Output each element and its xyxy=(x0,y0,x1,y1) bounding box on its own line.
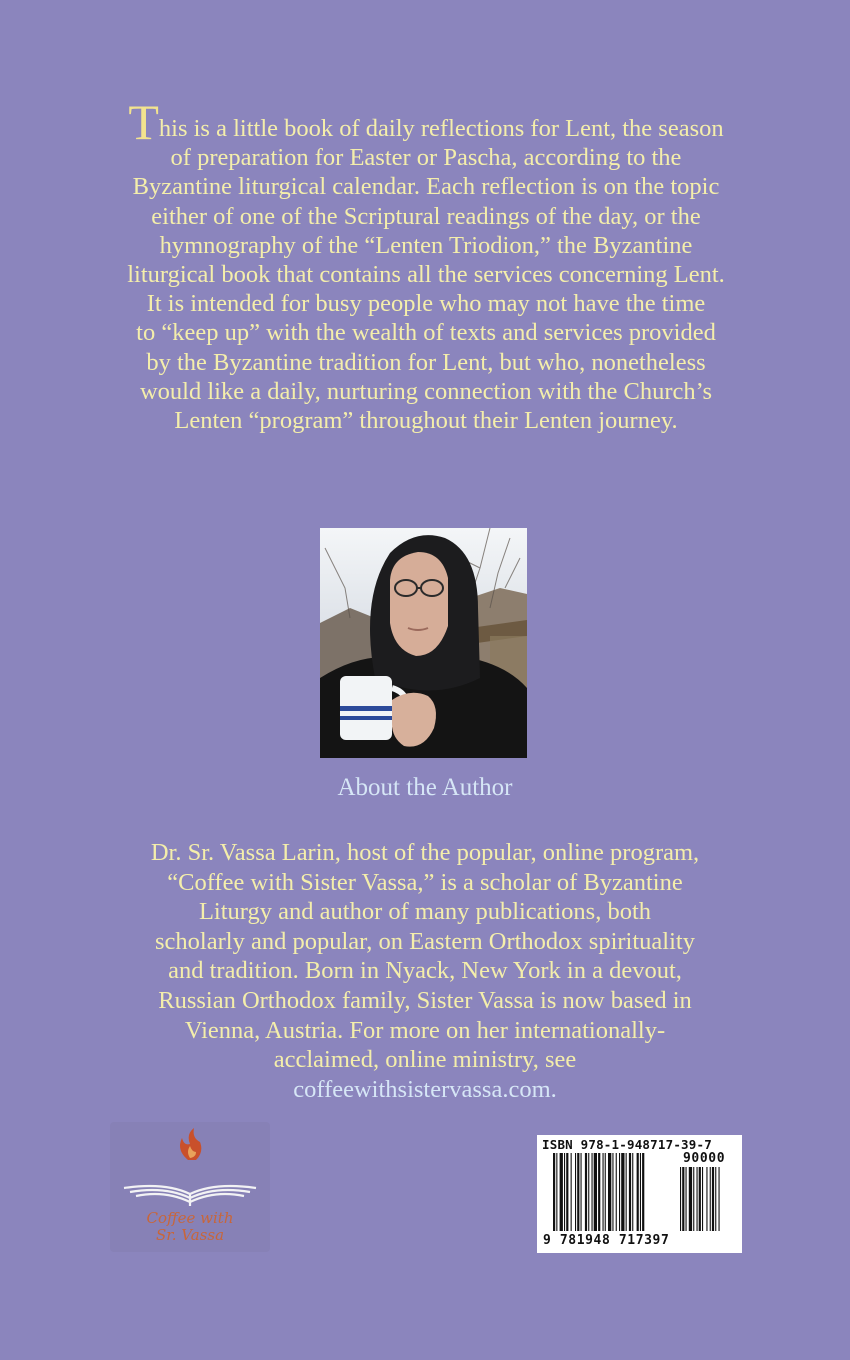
blurb-line: Byzantine liturgical calendar. Each reflection is on the topic xyxy=(132,173,720,201)
logo-text-line2: Sr. Vassa xyxy=(155,1226,225,1244)
blurb-line: This is a little book of daily reflections for Lent, the season xyxy=(128,94,724,150)
blurb-line: of preparation for Easter or Pascha, according to the xyxy=(170,144,682,172)
blurb-line: to “keep up” with the wealth of texts and services provided xyxy=(136,319,716,347)
publisher-logo xyxy=(110,1122,270,1252)
isbn-label: ISBN 978-1-948717-39-7 xyxy=(542,1137,712,1152)
author-portrait-illustration xyxy=(320,528,527,758)
about-author-heading: About the Author xyxy=(337,774,513,801)
bio-line: and tradition. Born in Nyack, New York in a devout, xyxy=(168,957,682,985)
bio-line: acclaimed, online ministry, see xyxy=(273,1046,577,1074)
bio-line: Russian Orthodox family, Sister Vassa is now based in xyxy=(158,986,692,1014)
bio-line: Vienna, Austria. For more on her internationally- xyxy=(184,1016,666,1044)
blurb-line: liturgical book that contains all the services concerning Lent. xyxy=(127,261,725,289)
blurb-line: hymnography of the “Lenten Triodion,” the Byzantine xyxy=(159,231,693,259)
book-description xyxy=(70,94,782,435)
blurb-line: would like a daily, nurturing connection with the Church’s xyxy=(139,377,712,405)
logo-text-line1: Coffee with xyxy=(146,1209,234,1227)
drop-cap: T xyxy=(128,94,159,150)
blurb-line: by the Byzantine tradition for Lent, but who, nonetheless xyxy=(146,348,706,376)
bio-line: “Coffee with Sister Vassa,” is a scholar of Byzantine xyxy=(167,868,683,896)
bio-line: scholarly and popular, on Eastern Orthodox spirituality xyxy=(155,927,695,955)
author-photo xyxy=(320,528,527,758)
blurb-line: either of one of the Scriptural readings of the day, or the xyxy=(151,202,701,230)
isbn-barcode xyxy=(537,1135,742,1253)
author-bio xyxy=(80,838,770,1104)
blurb-line: It is intended for busy people who may not have the time xyxy=(146,290,706,318)
blurb-line: Lenten “program” throughout their Lenten journey. xyxy=(174,407,678,435)
bio-line: Dr. Sr. Vassa Larin, host of the popular, online program, xyxy=(150,839,700,866)
website-link[interactable]: coffeewithsistervassa.com. xyxy=(293,1075,557,1103)
price-code: 90000 xyxy=(683,1151,726,1166)
barcode-digits: 9 781948 717397 xyxy=(543,1233,670,1248)
bio-line: Liturgy and author of many publications, both xyxy=(198,898,652,926)
book-flame-icon xyxy=(110,1122,270,1212)
